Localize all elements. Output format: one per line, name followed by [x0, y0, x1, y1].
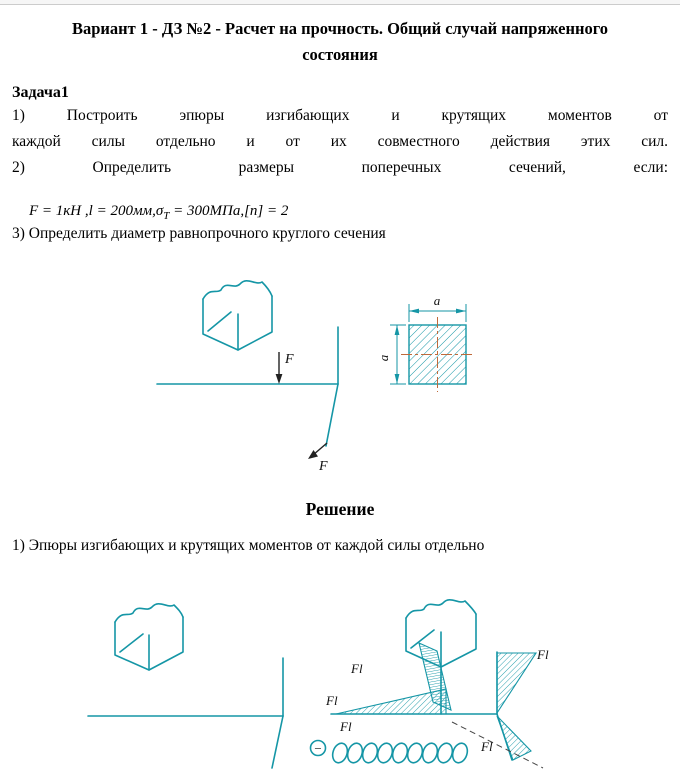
moment-diagram-right-bottom [497, 716, 531, 760]
solution-right-cube [406, 600, 476, 667]
force-arrow-bottom [308, 443, 328, 474]
moment-label-5: Fl [481, 739, 493, 754]
task-item1-line1: 1) Построить эпюры изгибающих и крутящих моментов от [12, 107, 668, 124]
moment-label-4: Fl [537, 647, 549, 662]
wall-cube-drawing [203, 281, 272, 350]
solution-heading: Решение [305, 499, 375, 519]
moment-diagram-bar [336, 689, 446, 714]
force-label-top: F [285, 352, 294, 367]
task-item1-line2: каждой силы отдельно и от их совместного действия этих сил. [12, 133, 668, 150]
task-heading: Задача1 [12, 84, 69, 101]
page-top-edge [0, 0, 680, 5]
cross-section [376, 293, 474, 392]
problem-figure-svg [0, 270, 680, 488]
formula-var-f: F [29, 203, 39, 219]
formula-bracket-n: [n] [244, 203, 264, 219]
formula-var-sigma: σ [155, 203, 164, 219]
minus-sign: − [314, 741, 322, 756]
formula-var-l: l [88, 203, 93, 219]
given-values-formula: F = 1кН $,l = 200мм,\sigma_Т = 300МПа,[n] = 2$ [29, 203, 289, 222]
solution-left-cube [115, 604, 183, 670]
minus-sign-circle [311, 741, 326, 757]
moment-diagram-right-top [497, 653, 536, 713]
moment-label-2: Fl [326, 693, 338, 708]
solution-figure-svg [0, 592, 680, 771]
solution-left-frame [88, 658, 283, 768]
dim-label-left: a [376, 354, 391, 362]
sigma-subscript: Т [163, 210, 170, 222]
solution-item1: 1) Эпюры изгибающих и крутящих моментов от каждой силы отдельно [12, 537, 485, 554]
dim-label-top: a [433, 293, 441, 308]
task-item3: 3) Определить диаметр равнопрочного круглого сечения [12, 225, 386, 242]
moment-label-1: Fl [351, 661, 363, 676]
torsion-coils [330, 741, 469, 764]
document-title: Вариант 1 - ДЗ №2 - Расчет на прочность. Общий случай напряженного состояния [71, 19, 609, 64]
force-arrow-top [276, 352, 294, 384]
task-item2: 2) Определить размеры поперечных сечений, если: [12, 159, 668, 176]
moment-label-3: Fl [340, 719, 352, 734]
force-label-bottom: F [319, 459, 328, 474]
